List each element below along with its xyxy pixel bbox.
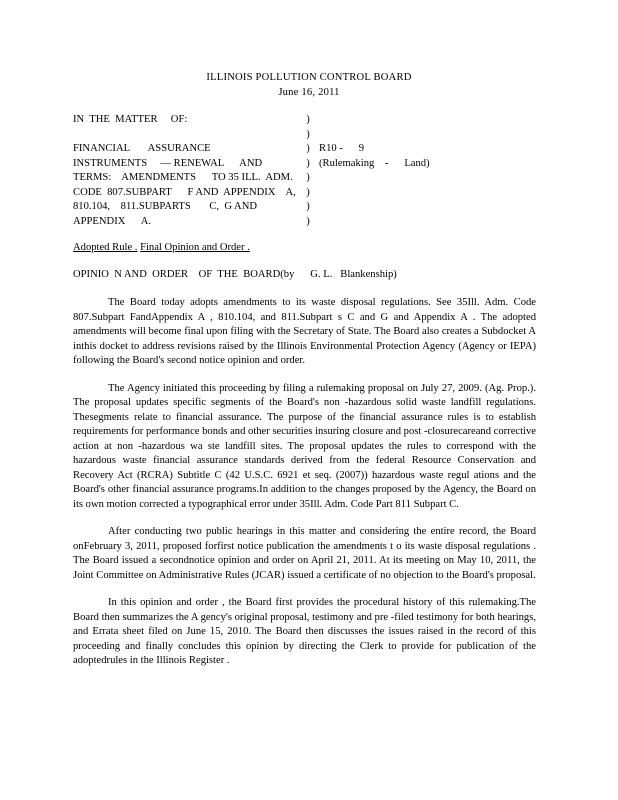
paragraph: After conducting two public hearings in this matter and considering the entire record, the Board onFebruary 3, 2011, proposed forfirst notice publication the amendments t o its waste disposal regulations . The Board issued a secondnotice opinion and order on April 21, 2011. At its meeting on May 10, 2011, the Joint Committee on Administrative Rules (JCAR) issued a certificate of no objection to the Board's proposal.	[73, 526, 536, 581]
caption-row	[73, 171, 493, 186]
caption-right	[315, 113, 493, 128]
paragraph: In this opinion and order , the Board first provides the procedural history of this rulemaking.The Board then summarizes the A gency's original proposal, testimony and pre -filed testimony for both hearings, and Errata sheet filed on June 15, 2010. The Board then discusses the issues raised in the record of this proceeding and finally concludes this opinion by directing the Clerk to provide for publication of the adoptedrules in the Illinois Register .	[73, 597, 536, 666]
adopted-rule-label: Adopted Rule .	[73, 242, 138, 253]
caption-left: 810.104, 811.SUBPARTS C, G AND	[73, 201, 258, 212]
adopted-rule-line	[73, 241, 250, 256]
caption-paren: )	[306, 114, 310, 125]
caption-paren: )	[306, 172, 310, 183]
document-header	[0, 71, 618, 100]
caption-left: APPENDIX A.	[73, 215, 151, 227]
caption-right	[315, 215, 493, 230]
caption-paren: )	[306, 186, 310, 198]
caption-row	[73, 113, 493, 128]
caption-paren: )	[306, 201, 310, 212]
caption-right	[315, 171, 493, 186]
docket-type: (Rulemaking - Land)	[319, 157, 430, 169]
caption-left: TERMS: AMENDMENTS TO 35 ILL. ADM.	[73, 172, 293, 183]
caption-right	[315, 200, 493, 215]
caption-paren: )	[306, 128, 310, 140]
caption-paren: )	[306, 143, 310, 154]
caption-left: CODE 807.SUBPART F AND APPENDIX A,	[73, 186, 296, 198]
adopted-rule-title: Final Opinion and Order .	[140, 242, 250, 253]
caption-left: FINANCIAL ASSURANCE	[73, 143, 211, 154]
caption-paren: )	[306, 157, 310, 169]
caption-row	[73, 200, 493, 215]
opinion-heading: OPINIO N AND ORDER OF THE BOARD(by G. L. Blankenship)	[73, 269, 397, 280]
paragraph: The Board today adopts amendments to its waste disposal regulations. See 35Ill. Adm. Code 807.Subpart FandAppendix A , 810.104, and 811.Subpart s C and G and Appendix A . The adopted amendments will become final upon filing with the Secretary of State. The Board also creates a Subdocket A inthis docket to address revisions raised by the Illinois Environmental Protection Agency (Agency or IEPA) following the Board's second notice opinion and order.	[73, 297, 536, 366]
document-date: June 16, 2011	[278, 86, 340, 98]
caption-row	[73, 142, 493, 157]
caption-right	[315, 128, 493, 143]
caption-row	[73, 186, 493, 201]
caption-left: IN THE MATTER OF:	[73, 114, 188, 125]
caption-left	[73, 128, 301, 143]
opinion-body	[73, 296, 536, 682]
caption-right	[315, 186, 493, 201]
case-caption	[73, 113, 493, 229]
board-name: ILLINOIS POLLUTION CONTROL BOARD	[206, 72, 412, 83]
caption-row	[73, 128, 493, 143]
caption-paren: )	[306, 215, 310, 227]
paragraph: The Agency initiated this proceeding by filing a rulemaking proposal on July 27, 2009. (Ag. Prop.). The proposal updates specific segments of the Board's non -hazardous solid waste landfill regulations. Thesegments relate to financial assurance. The purpose of the financial assurance rules is to establish requirements for performance bonds and other securities insuring closure and post -closurecareand corrective action at non -hazardous wa ste landfill sites. The proposal updates the rules to correspond with the hazardous waste financial assurance standards derived from the federal Resource Conservation and Recovery Act (RCRA) Subtitle C (42 U.S.C. 6921 et seq. (2007)) hazardous waste regul ations and the Board's other financial assurance programs.In addition to the changes proposed by the Agency, the Board on its own motion corrected a typographical error under 35Ill. Adm. Code Part 811 Subpart C.	[73, 382, 537, 510]
docket-number: R10 - 9	[319, 143, 365, 154]
caption-row	[73, 157, 493, 172]
caption-row	[73, 215, 493, 230]
caption-left: INSTRUMENTS — RENEWAL AND	[73, 157, 263, 169]
